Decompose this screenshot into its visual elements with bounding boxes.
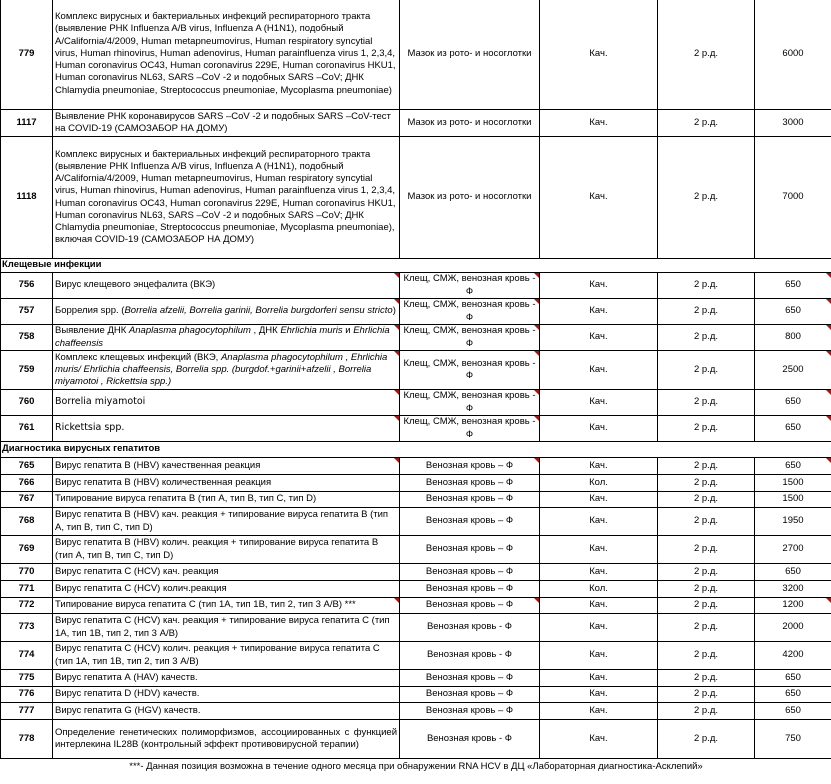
test-name-part: Выявление ДНК — [55, 325, 129, 337]
section-title: Диагностика вирусных гепатитов — [1, 442, 755, 458]
sample-material: Венозная кровь – Ф — [400, 536, 540, 564]
test-name: Вирус гепатита А (HAV) качеств. — [53, 670, 400, 687]
price: 4200 — [755, 642, 831, 670]
price: 6000 — [755, 0, 831, 110]
sample-material: Клещ, СМЖ, венозная кровь - Ф — [400, 416, 540, 442]
test-name: Вирус гепатита D (HDV) качеств. — [53, 687, 400, 703]
sample-material: Мазок из рото- и носоглотки — [400, 137, 540, 259]
sample-material: Клещ, СМЖ, венозная кровь - Ф — [400, 390, 540, 416]
table-row — [1, 687, 831, 703]
price: 3200 — [755, 581, 831, 598]
price: 750 — [755, 720, 831, 759]
test-code: 777 — [1, 703, 53, 720]
section-header-row — [1, 442, 831, 458]
turnaround-time: 2 р.д. — [658, 703, 755, 720]
price: 800 — [755, 325, 831, 351]
test-name: Вирус гепатита G (HGV) качеств. — [53, 703, 400, 720]
test-name: Определение генетических полиморфизмов, ассоциированных с функцией интерлекина IL28B (контрольный эффект противовирусной терапии) — [53, 720, 400, 759]
analysis-type: Кач. — [540, 137, 658, 259]
table-row — [1, 458, 831, 475]
price: 650 — [755, 299, 831, 325]
turnaround-time: 2 р.д. — [658, 564, 755, 581]
sample-material: Венозная кровь - Ф — [400, 614, 540, 642]
turnaround-time: 2 р.д. — [658, 642, 755, 670]
sample-material: Венозная кровь - Ф — [400, 720, 540, 759]
analysis-type: Кач. — [540, 110, 658, 137]
analysis-type: Кач. — [540, 508, 658, 536]
price: 7000 — [755, 137, 831, 259]
price: 650 — [755, 273, 831, 299]
price: 1500 — [755, 492, 831, 508]
table-row — [1, 670, 831, 687]
table-row — [1, 137, 831, 259]
turnaround-time: 2 р.д. — [658, 110, 755, 137]
analysis-type: Кол. — [540, 475, 658, 492]
test-code: 766 — [1, 475, 53, 492]
table-row — [1, 642, 831, 670]
analysis-type: Кач. — [540, 642, 658, 670]
analysis-type: Кач. — [540, 670, 658, 687]
turnaround-time: 2 р.д. — [658, 508, 755, 536]
test-name — [53, 299, 400, 325]
sample-material: Венозная кровь – Ф — [400, 703, 540, 720]
test-code: 773 — [1, 614, 53, 642]
turnaround-time: 2 р.д. — [658, 687, 755, 703]
analysis-type: Кач. — [540, 564, 658, 581]
test-code: 779 — [1, 0, 53, 110]
table-row — [1, 720, 831, 759]
table-row — [1, 416, 831, 442]
price: 650 — [755, 458, 831, 475]
price: 650 — [755, 703, 831, 720]
analysis-type: Кач. — [540, 325, 658, 351]
test-name-part: Боррелия spp. ( — [55, 305, 125, 317]
test-name: Вирус гепатита В (HBV) качественная реакция — [53, 458, 400, 475]
section-header-row — [1, 259, 831, 273]
price: 1500 — [755, 475, 831, 492]
sample-material: Венозная кровь – Ф — [400, 508, 540, 536]
analysis-type: Кач. — [540, 390, 658, 416]
turnaround-time: 2 р.д. — [658, 536, 755, 564]
test-code: 760 — [1, 390, 53, 416]
section-title: Клещевые инфекции — [1, 259, 755, 273]
turnaround-time: 2 р.д. — [658, 351, 755, 390]
price: 1200 — [755, 598, 831, 614]
sample-material: Мазок из рото- и носоглотки — [400, 0, 540, 110]
analysis-type: Кач. — [540, 687, 658, 703]
test-code: 1118 — [1, 137, 53, 259]
test-code: 767 — [1, 492, 53, 508]
turnaround-time: 2 р.д. — [658, 598, 755, 614]
table-row — [1, 325, 831, 351]
analysis-type: Кач. — [540, 536, 658, 564]
test-name: Rickettsia spp. — [53, 416, 400, 442]
test-name-part: ) — [392, 305, 396, 317]
test-name: Комплекс вирусных и бактериальных инфекций респираторного тракта (выявление РНК Influenza A/B virus, Influenza A (H1N1), подобный A/California/4/2009, Human metapneumovirus, Human respiratory syncytial virus, Human rhinovirus, Human adenovirus, Human parainfluenza virus 1, 2,3,4, Human coronavirus OC43, Human coronavirus 229E, Human coronavirus HKU1, Human coronavirus NL63, SARS –CoV -2 и подобных SARS –CoV; ДНК Chlamydia pneumoniae, Streptococcus pneumoniae, Mycoplasma pneumoniae), включая COVID-19 (САМОЗАБОР НА ДОМУ) — [53, 137, 400, 259]
test-name: Вирус гепатита С (HCV) кач. реакция + типирование вируса гепатита С (тип 1А, тип 1В, тип 2, тип 3 А/В) — [53, 614, 400, 642]
test-code: 768 — [1, 508, 53, 536]
test-code: 772 — [1, 598, 53, 614]
turnaround-time: 2 р.д. — [658, 475, 755, 492]
test-name: Выявление РНК коронавирусов SARS –CoV -2 и подобных SARS –CoV-тест на COVID-19 (САМОЗАБОР НА ДОМУ) — [53, 110, 400, 137]
turnaround-time: 2 р.д. — [658, 299, 755, 325]
price: 3000 — [755, 110, 831, 137]
test-code: 776 — [1, 687, 53, 703]
footnote: ***- Данная позиция возможна в течение одного месяца при обнаружении RNA HCV в ДЦ «Лабораторная диагностика-Асклепий» — [1, 759, 831, 775]
analysis-type: Кач. — [540, 299, 658, 325]
turnaround-time: 2 р.д. — [658, 390, 755, 416]
table-row — [1, 492, 831, 508]
test-name — [53, 325, 400, 351]
price: 650 — [755, 564, 831, 581]
sample-material: Венозная кровь – Ф — [400, 581, 540, 598]
sample-material: Венозная кровь – Ф — [400, 492, 540, 508]
analysis-type: Кач. — [540, 703, 658, 720]
price-table-body — [1, 0, 831, 775]
test-name-part: и — [342, 325, 354, 337]
price: 2000 — [755, 614, 831, 642]
test-name: Типирование вируса гепатита В (тип А, тип В, тип С, тип D) — [53, 492, 400, 508]
test-name — [53, 351, 400, 390]
table-row — [1, 390, 831, 416]
test-code: 775 — [1, 670, 53, 687]
turnaround-time: 2 р.д. — [658, 458, 755, 475]
analysis-type: Кач. — [540, 720, 658, 759]
sample-material: Венозная кровь – Ф — [400, 687, 540, 703]
price: 650 — [755, 416, 831, 442]
test-name: Комплекс вирусных и бактериальных инфекций респираторного тракта (выявление РНК Influenza A/B virus, Influenza A (H1N1), подобный A/California/4/2009, Human metapneumovirus, Human respiratory syncytial virus, Human rhinovirus, Human adenovirus, Human parainfluenza virus 1, 2,3,4, Human coronavirus OC43, Human coronavirus 229E, Human coronavirus HKU1, Human coronavirus NL63, SARS –CoV -2 и подобных SARS –CoV; ДНК Chlamydia pneumoniae, Streptococcus pneumoniae, Mycoplasma pneumoniae) — [53, 0, 400, 110]
table-row — [1, 564, 831, 581]
test-name: Вирус гепатита В (HBV) кач. реакция + типирование вируса гепатита В (тип А, тип В, тип С, тип D) — [53, 508, 400, 536]
test-code: 1117 — [1, 110, 53, 137]
test-code: 757 — [1, 299, 53, 325]
test-name-part: Anaplasma phagocytophilum , Ehrlichia muris/ Ehrlichia chaffeensis, Borrelia spp. (burgdof.+garinii+afzelii , Borrelia miyamotoi , Rickettsia spp.) — [55, 351, 388, 388]
sample-material: Венозная кровь – Ф — [400, 475, 540, 492]
turnaround-time: 2 р.д. — [658, 581, 755, 598]
analysis-type: Кач. — [540, 273, 658, 299]
analysis-type: Кач. — [540, 598, 658, 614]
table-row — [1, 475, 831, 492]
turnaround-time: 2 р.д. — [658, 492, 755, 508]
table-row — [1, 536, 831, 564]
turnaround-time: 2 р.д. — [658, 720, 755, 759]
price: 1950 — [755, 508, 831, 536]
analysis-type: Кач. — [540, 458, 658, 475]
test-name: Типирование вируса гепатита С (тип 1А, тип 1В, тип 2, тип 3 А/В) *** — [53, 598, 400, 614]
table-row — [1, 351, 831, 390]
sample-material: Клещ, СМЖ, венозная кровь - Ф — [400, 351, 540, 390]
turnaround-time: 2 р.д. — [658, 273, 755, 299]
sample-material: Клещ, СМЖ, венозная кровь - Ф — [400, 299, 540, 325]
test-name-part: , ДНК — [250, 325, 281, 337]
test-code: 771 — [1, 581, 53, 598]
test-code: 758 — [1, 325, 53, 351]
section-filler — [755, 442, 831, 458]
test-code: 761 — [1, 416, 53, 442]
test-name-part: Anaplasma phagocytophilum — [128, 325, 251, 337]
test-code: 769 — [1, 536, 53, 564]
test-name: Вирус клещевого энцефалита (ВКЭ) — [53, 273, 400, 299]
table-row — [1, 0, 831, 110]
test-code: 756 — [1, 273, 53, 299]
sample-material: Венозная кровь – Ф — [400, 670, 540, 687]
test-code: 778 — [1, 720, 53, 759]
table-row — [1, 598, 831, 614]
price: 650 — [755, 670, 831, 687]
table-row — [1, 614, 831, 642]
test-code: 759 — [1, 351, 53, 390]
test-name: Вирус гепатита С (HCV) колич.реакция — [53, 581, 400, 598]
test-name: Вирус гепатита С (HCV) кач. реакция — [53, 564, 400, 581]
analysis-type: Кач. — [540, 492, 658, 508]
sample-material: Мазок из рото- и носоглотки — [400, 110, 540, 137]
test-name: Borrelia miyamotoi — [53, 390, 400, 416]
price: 650 — [755, 687, 831, 703]
analysis-type: Кол. — [540, 581, 658, 598]
analysis-type: Кач. — [540, 614, 658, 642]
section-filler — [755, 259, 831, 273]
table-row — [1, 508, 831, 536]
sample-material: Венозная кровь – Ф — [400, 598, 540, 614]
test-name: Вирус гепатита В (HBV) количественная реакция — [53, 475, 400, 492]
analysis-type: Кач. — [540, 0, 658, 110]
sample-material: Венозная кровь - Ф — [400, 642, 540, 670]
turnaround-time: 2 р.д. — [658, 137, 755, 259]
test-name-part: Ehrlichia chaffeensis — [55, 325, 390, 349]
sample-material: Венозная кровь – Ф — [400, 458, 540, 475]
test-name: Вирус гепатита С (HCV) колич. реакция + типирование вируса гепатита С (тип 1А, тип 1В, тип 2, тип 3 А/В) — [53, 642, 400, 670]
sample-material: Венозная кровь – Ф — [400, 564, 540, 581]
footnote-row — [1, 759, 831, 775]
turnaround-time: 2 р.д. — [658, 0, 755, 110]
turnaround-time: 2 р.д. — [658, 416, 755, 442]
table-row — [1, 299, 831, 325]
test-name-part: Комплекс клещевых инфекций (ВКЭ, — [55, 351, 221, 363]
price: 650 — [755, 390, 831, 416]
analysis-type: Кач. — [540, 351, 658, 390]
test-name-part: Borrelia afzelii, Borrelia garinii, Borrelia burgdorferi sensu stricto — [124, 305, 393, 317]
turnaround-time: 2 р.д. — [658, 670, 755, 687]
analysis-type: Кач. — [540, 416, 658, 442]
price: 2500 — [755, 351, 831, 390]
sample-material: Клещ, СМЖ, венозная кровь - Ф — [400, 325, 540, 351]
table-row — [1, 581, 831, 598]
test-name-part: Ehrlichia muris — [280, 325, 343, 337]
test-code: 774 — [1, 642, 53, 670]
turnaround-time: 2 р.д. — [658, 325, 755, 351]
table-row — [1, 703, 831, 720]
sample-material: Клещ, СМЖ, венозная кровь - Ф — [400, 273, 540, 299]
test-name: Вирус гепатита В (HBV) колич. реакция + типирование вируса гепатита В (тип А, тип В, тип С, тип D) — [53, 536, 400, 564]
table-row — [1, 273, 831, 299]
test-code: 770 — [1, 564, 53, 581]
table-row — [1, 110, 831, 137]
test-code: 765 — [1, 458, 53, 475]
turnaround-time: 2 р.д. — [658, 614, 755, 642]
price: 2700 — [755, 536, 831, 564]
